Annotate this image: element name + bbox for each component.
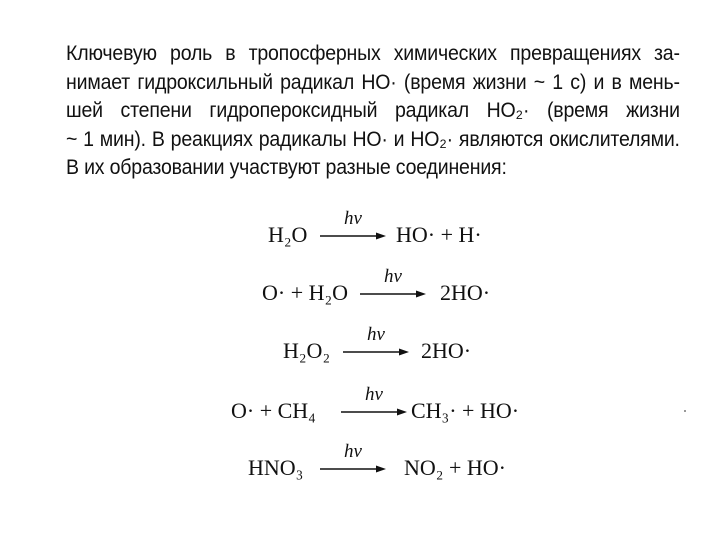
reaction-arrow <box>320 208 386 248</box>
paragraph-line: нимает гидроксильный радикал HO· (время жизни ~ 1 с) и в мень- <box>66 70 680 94</box>
equation-left: HNO₃ <box>248 455 304 480</box>
paragraph-line: Ключевую роль в тропосферных химических превращениях за- <box>66 42 680 65</box>
equation-right: HO· + H· <box>396 222 482 247</box>
scan-speck <box>684 410 686 412</box>
equation-right: 2HO· <box>440 280 491 305</box>
equation-4 <box>231 384 531 424</box>
equation-3 <box>283 324 483 364</box>
equation-left: O· + CH₄ <box>231 398 316 423</box>
equation-1 <box>268 208 508 248</box>
reaction-arrow <box>320 441 386 481</box>
equation-right: 2HO· <box>421 338 472 363</box>
arrow-icon <box>320 232 386 240</box>
reaction-arrow <box>343 324 409 364</box>
equation-right: CH₃· + HO· <box>411 398 520 423</box>
equation-right: NO₂ + HO· <box>404 455 506 480</box>
equation-2 <box>262 266 502 306</box>
reaction-condition: hν <box>344 441 362 462</box>
arrow-icon <box>320 465 386 473</box>
arrow-icon <box>360 290 426 298</box>
paragraph-line: шей степени гидропероксидный радикал HO₂· (время жизни <box>66 99 680 122</box>
paragraph-line: ~ 1 мин). В реакциях радикалы HO· и HO₂· являются окислителями. <box>66 127 680 151</box>
paragraph-line: В их образовании участвуют разные соединения: <box>66 156 507 179</box>
arrow-icon <box>341 408 407 416</box>
equation-left: H₂O <box>268 222 308 247</box>
equation-left: H₂O₂ <box>283 338 331 363</box>
arrow-icon <box>343 348 409 356</box>
reaction-condition: hν <box>365 384 383 405</box>
reaction-arrow <box>341 384 407 424</box>
equation-5 <box>248 441 518 481</box>
reaction-condition: hν <box>344 208 362 229</box>
intro-paragraph <box>66 40 680 183</box>
reaction-condition: hν <box>384 266 402 287</box>
reaction-condition: hν <box>367 324 385 345</box>
equation-left: O· + H₂O <box>262 280 349 305</box>
reaction-arrow <box>360 266 426 306</box>
